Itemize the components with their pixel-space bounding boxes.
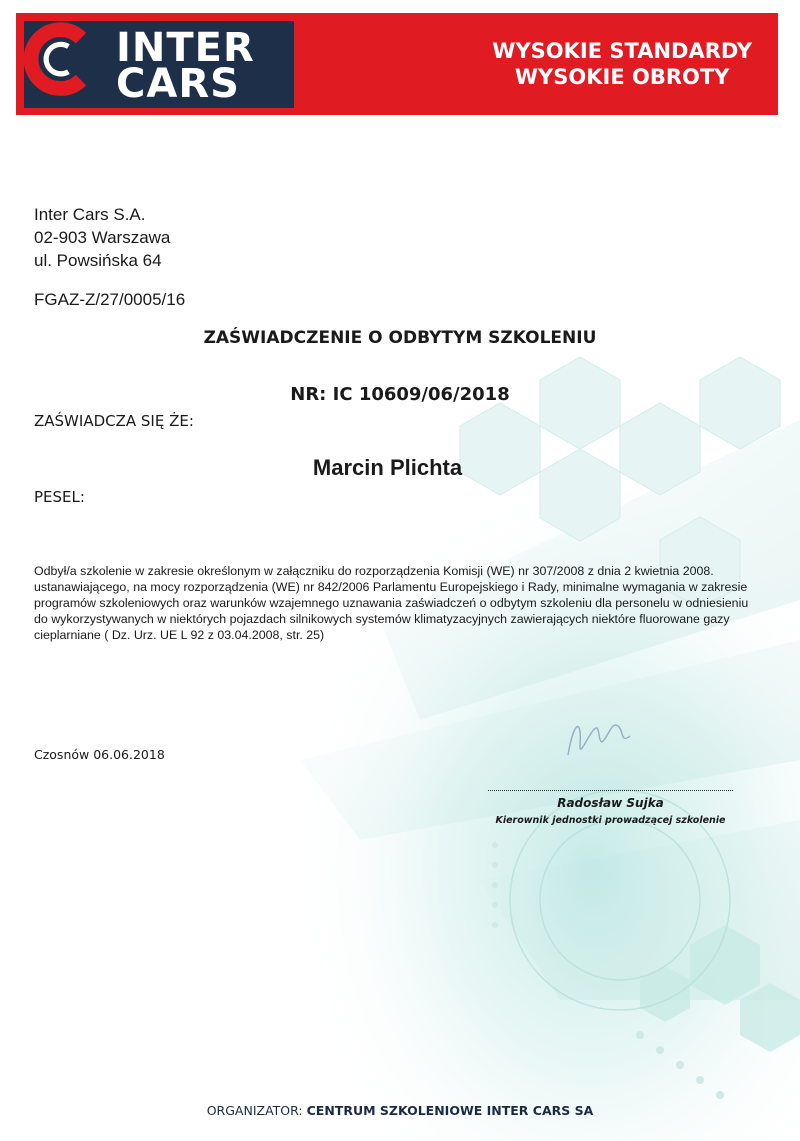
logo-wordmark bbox=[116, 25, 296, 107]
certificate-body-text: Odbył/a szkolenie w zakresie określonym w załączniku do rozporządzenia Komisji (WE) nr 307/2008 z dnia 2 kwietnia 2008. ustanawiającego, na mocy rozporządzenia (WE) nr 842/2006 Parlamentu Europejskiego i Rady, minimalne wymagania w zakresie programów szkoleniowych oraz warunków wzajemnego uznawania zaświadczeń o odbytym szkoleniu dla personelu w odniesieniu do wykorzystywanych w niektórych pojazdach silnikowych systemów klimatyzacyjnych zawierających niektóre fluorowane gazy cieplarniane ( Dz. Urz. UE L 92 z 03.04.2008, str. 25) bbox=[34, 564, 749, 642]
pesel-label: PESEL: bbox=[34, 488, 85, 506]
place-and-date: Czosnów 06.06.2018 bbox=[34, 747, 165, 762]
slogan-line-2: WYSOKIE OBROTY bbox=[514, 65, 730, 89]
certificate-number: NR: IC 10609/06/2018 bbox=[290, 384, 510, 405]
handwritten-signature bbox=[560, 700, 640, 770]
company-address bbox=[34, 203, 170, 272]
certifies-label: ZAŚWIADCZA SIĘ ŻE: bbox=[34, 412, 194, 430]
address-street: ul. Powsińska 64 bbox=[34, 251, 162, 270]
footer-label: ORGANIZATOR: bbox=[206, 1103, 303, 1118]
signer-name: Radosław Sujka bbox=[557, 796, 664, 810]
signer-role: Kierownik jednostki prowadzącej szkolenie bbox=[495, 815, 726, 826]
person-name: Marcin Plichta bbox=[312, 455, 463, 480]
header-banner bbox=[16, 13, 778, 115]
footer-organizer-name: CENTRUM SZKOLENIOWE INTER CARS SA bbox=[306, 1103, 594, 1118]
logo-line-inter: INTER bbox=[116, 25, 255, 71]
signature-line bbox=[488, 790, 733, 791]
logo-mark-icon bbox=[18, 15, 102, 99]
logo-line-cars: CARS bbox=[116, 61, 240, 107]
address-city: 02-903 Warszawa bbox=[34, 228, 171, 247]
footer-organizer bbox=[0, 1103, 800, 1118]
address-company: Inter Cars S.A. bbox=[34, 205, 146, 224]
slogan-line-1: WYSOKIE STANDARDY bbox=[492, 39, 752, 63]
slogan bbox=[492, 38, 752, 90]
company-logo bbox=[24, 21, 294, 108]
certificate-title: ZAŚWIADCZENIE O ODBYTYM SZKOLENIU bbox=[203, 328, 597, 348]
reference-number: FGAZ-Z/27/0005/16 bbox=[34, 290, 186, 309]
